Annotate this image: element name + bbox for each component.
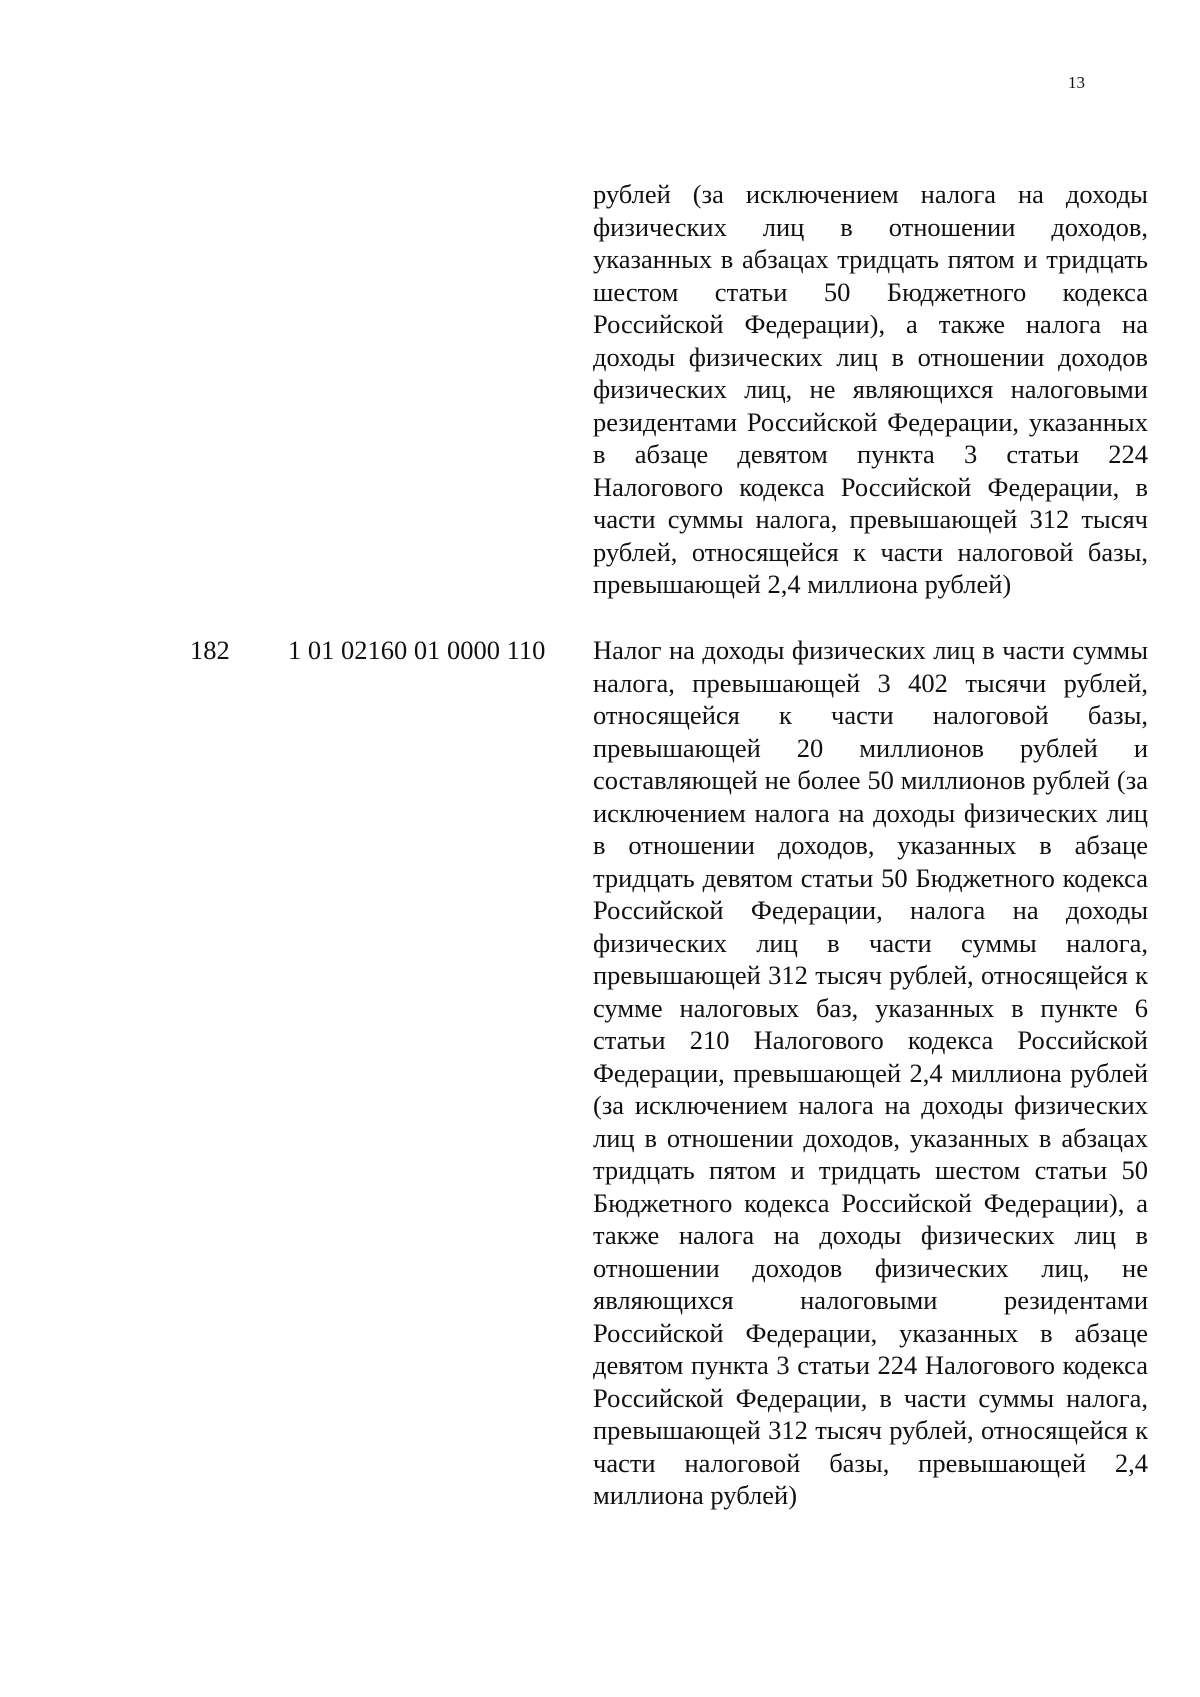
row-2-admin-code: 182 bbox=[190, 635, 230, 665]
row-2-kbk-code: 1 01 02160 01 0000 110 bbox=[288, 635, 546, 665]
page-number: 13 bbox=[1068, 73, 1085, 92]
row-1-description: рублей (за исключением налога на доходы физических лиц в отношении доходов, указанных в абзацах тридцать пятом и тридцать шестом статьи 50 Бюджетного кодекса Российской Федерации), а также налога на доходы физических лиц в отношении доходов физических лиц, не являющихся налоговыми резидентами Российской Федерации, указанных в абзаце девятом пункта 3 статьи 224 Налогового кодекса Российской Федерации, в части суммы налога, превышающей 312 тысяч рублей, относящейся к части налоговой базы, превышающей 2,4 миллиона рублей) bbox=[593, 179, 1148, 599]
row-2-description: Налог на доходы физических лиц в части суммы налога, превышающей 3 402 тысячи рублей, относящейся к части налоговой базы, превышающей 20 миллионов рублей и составляющей не более 50 миллионов рублей (за исключением налога на доходы физических лиц в отношении доходов, указанных в абзаце тридцать девятом статьи 50 Бюджетного кодекса Российской Федерации, налога на доходы физических лиц в части суммы налога, превышающей 312 тысяч рублей, относящейся к сумме налоговых баз, указанных в пункте 6 статьи 210 Налогового кодекса Российской Федерации, превышающей 2,4 миллиона рублей (за исключением налога на доходы физических лиц в отношении доходов, указанных в абзацах тридцать пятом и тридцать шестом статьи 50 Бюджетного кодекса Российской Федерации), а также налога на доходы физических лиц в отношении доходов физических лиц, не являющихся налоговыми резидентами Российской Федерации, указанных в абзаце девятом пункта 3 статьи 224 Налогового кодекса Российской Федерации, в части суммы налога, превышающей 312 тысяч рублей, относящейся к части налоговой базы, превышающей 2,4 миллиона рублей) bbox=[593, 635, 1148, 1510]
